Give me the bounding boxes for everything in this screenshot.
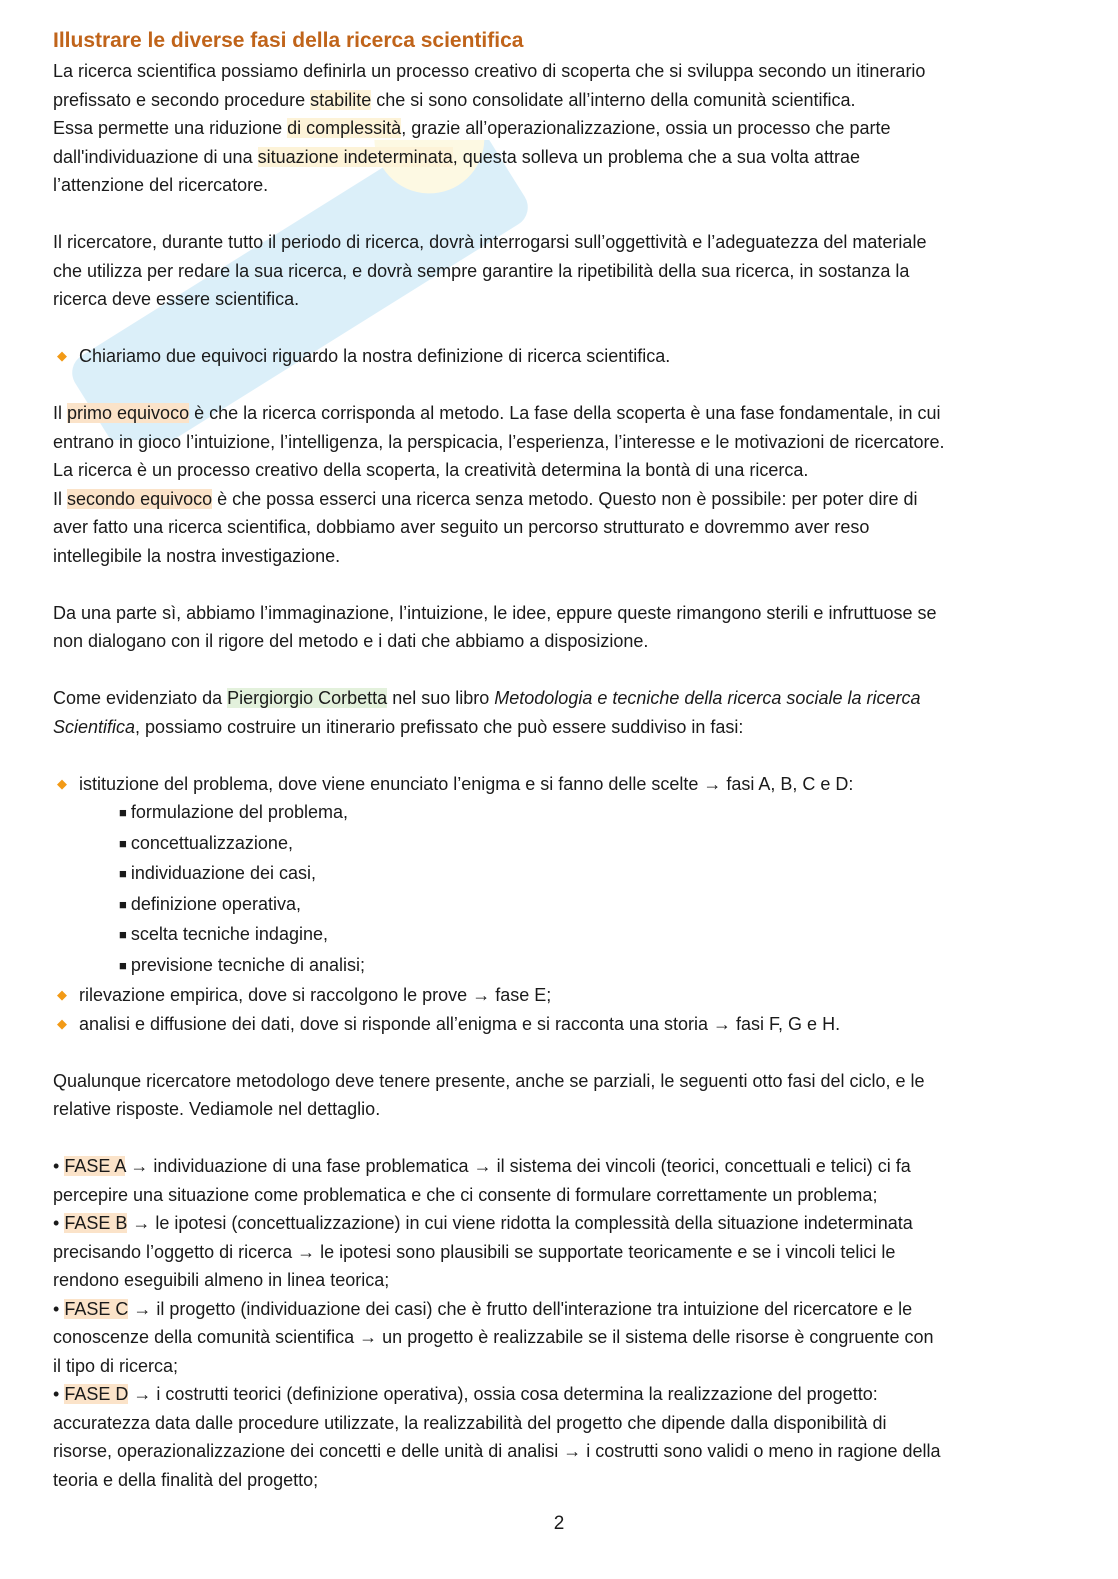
sub-list-item: ■ definizione operativa, <box>119 893 301 914</box>
highlight: Piergiorgio Corbetta <box>227 688 388 708</box>
text-line: Come evidenziato da Piergiorgio Corbetta nel suo libro Metodologia e tecniche della ricerca sociale la ricerca <box>53 688 921 708</box>
black-square-icon: ■ <box>119 835 127 851</box>
sub-list-item: ■ formulazione del problema, <box>119 802 348 822</box>
page-title: Illustrare le diverse fasi della ricerca scientifica <box>53 29 524 52</box>
list-item: ◆ analisi e diffusione dei dati, dove si risponde all’enigma e si racconta una storia → fasi F, G e H. <box>53 1010 1068 1039</box>
text-line: percepire una situazione come problematica e che ci consente di formulare correttamente un problema; <box>53 1184 878 1205</box>
text-line: La ricerca scientifica possiamo definirla un processo creativo di scoperta che si sviluppa secondo un itinerario <box>53 61 926 81</box>
document-page <box>53 26 1068 1494</box>
text-line: accuratezza data dalle procedure utilizzate, la realizzabilità del progetto che dipende dalla disponibilità di <box>53 1412 887 1433</box>
fase-b: • FASE B → le ipotesi (concettualizzazione) in cui viene ridotta la complessità della situazione indeterminata <box>53 1213 913 1233</box>
fase-label: FASE B <box>64 1213 128 1233</box>
text-line: il tipo di ricerca; <box>53 1355 179 1376</box>
text-line: non dialogano con il rigore del metodo e i dati che abbiamo a disposizione. <box>53 631 649 651</box>
cycle-paragraph <box>53 1067 1068 1124</box>
intro-paragraph <box>53 57 1068 200</box>
fase-label: FASE C <box>64 1298 129 1319</box>
orange-diamond-icon: ◆ <box>57 1015 67 1031</box>
text-line: Essa permette una riduzione di complessità, grazie all’operazionalizzazione, ossia un processo che parte <box>53 118 891 138</box>
sub-list-item: ■ concettualizzazione, <box>119 832 293 853</box>
orange-diamond-icon: ◆ <box>57 987 67 1002</box>
corbetta-paragraph <box>53 684 1068 741</box>
text-line: risorse, operazionalizzazione dei concetti e delle unità di analisi → i costrutti sono validi o meno in ragione della <box>53 1441 941 1461</box>
highlight: stabilite <box>310 89 372 110</box>
text-line: l’attenzione del ricercatore. <box>53 175 269 195</box>
fase-c: • FASE C → il progetto (individuazione dei casi) che è frutto dell'interazione tra intuizione del ricercatore e le <box>53 1298 913 1319</box>
text-line: conoscenze della comunità scientifica → un progetto è realizzabile se il sistema delle risorse è congruente con <box>53 1327 934 1347</box>
equivoci-paragraph <box>53 399 1068 570</box>
sub-list-item: ■ individuazione dei casi, <box>119 863 316 883</box>
fase-label: FASE D <box>64 1384 129 1404</box>
text-line: Il ricercatore, durante tutto il periodo di ricerca, dovrà interrogarsi sull’oggettività e l’adeguatezza del materiale <box>53 232 927 252</box>
text-line: rendono eseguibili almeno in linea teorica; <box>53 1270 390 1290</box>
page-number: 2 <box>553 1513 565 1534</box>
text-line: Da una parte sì, abbiamo l’immaginazione, l’intuizione, le idee, eppure queste rimangono sterili e infruttuose se <box>53 602 937 623</box>
text-line: aver fatto una ricerca scientifica, dobbiamo aver seguito un percorso strutturato e dovremmo aver reso <box>53 517 870 537</box>
sub-list-item: ■ previsione tecniche di analisi; <box>119 954 365 975</box>
fase-a: • FASE A → individuazione di una fase problematica → il sistema dei vincoli (teorici, concettuali e telici) ci fa <box>53 1156 911 1176</box>
black-square-icon: ■ <box>119 805 127 820</box>
text-line: prefissato e secondo procedure stabilite che si sono consolidate all’interno della comunità scientifica. <box>53 89 856 110</box>
black-square-icon: ■ <box>119 866 127 881</box>
immaginazione-paragraph <box>53 599 1068 656</box>
text-line: teoria e della finalità del progetto; <box>53 1469 319 1490</box>
text-line: entrano in gioco l’intuizione, l’intelligenza, la perspicacia, l’esperienza, l’interesse e le motivazioni de ricercatore. <box>53 431 945 452</box>
list-item: ◆ Chiariamo due equivoci riguardo la nostra definizione di ricerca scientifica. <box>53 342 1068 371</box>
highlight: primo equivoco <box>67 403 190 423</box>
text-line: intellegibile la nostra investigazione. <box>53 545 341 566</box>
text-line: relative risposte. Vediamole nel dettaglio. <box>53 1099 381 1119</box>
text-line: La ricerca è un processo creativo della scoperta, la creatività determina la bontà di una ricerca. <box>53 460 809 480</box>
list-item: ◆ istituzione del problema, dove viene enunciato l’enigma e si fanno delle scelte → fasi A, B, C e D: <box>53 770 1068 799</box>
black-square-icon: ■ <box>119 927 127 942</box>
text-line: precisando l’oggetto di ricerca → le ipotesi sono plausibili se supportate teoricamente e se i vincoli telici le <box>53 1241 896 1262</box>
orange-diamond-icon: ◆ <box>57 775 67 791</box>
text-line: Il primo equivoco è che la ricerca corrisponda al metodo. La fase della scoperta è una fase fondamentale, in cui <box>53 403 941 423</box>
highlight: di complessità <box>287 118 402 138</box>
text-line: ricerca deve essere scientifica. <box>53 289 300 309</box>
sub-list-item: ■ scelta tecniche indagine, <box>119 924 328 944</box>
fasi-section <box>53 1152 1068 1494</box>
orange-diamond-icon: ◆ <box>57 348 67 363</box>
text-line: Scientifica, possiamo costruire un itinerario prefissato che può essere suddiviso in fasi: <box>53 716 744 737</box>
list-item: ◆ rilevazione empirica, dove si raccolgono le prove → fase E; <box>53 981 1068 1010</box>
text-line: dall'individuazione di una situazione indeterminata, questa solleva un problema che a sua volta attrae <box>53 146 860 167</box>
phases-list <box>53 770 1068 1039</box>
black-square-icon: ■ <box>119 957 127 973</box>
fase-d: • FASE D → i costrutti teorici (definizione operativa), ossia cosa determina la realizzazione del progetto: <box>53 1384 878 1404</box>
text-line: Il secondo equivoco è che possa esserci una ricerca senza metodo. Questo non è possibile: per poter dire di <box>53 488 918 509</box>
fase-label: FASE A <box>64 1156 126 1176</box>
highlight: secondo equivoco <box>67 488 213 509</box>
highlight: situazione indeterminata <box>257 146 453 167</box>
text-line: che utilizza per redare la sua ricerca, e dovrà sempre garantire la ripetibilità della sua ricerca, in sostanza la <box>53 260 910 281</box>
researcher-paragraph <box>53 228 1068 314</box>
text-line: Qualunque ricercatore metodologo deve tenere presente, anche se parziali, le seguenti otto fasi del ciclo, e le <box>53 1070 925 1091</box>
black-square-icon: ■ <box>119 896 127 912</box>
